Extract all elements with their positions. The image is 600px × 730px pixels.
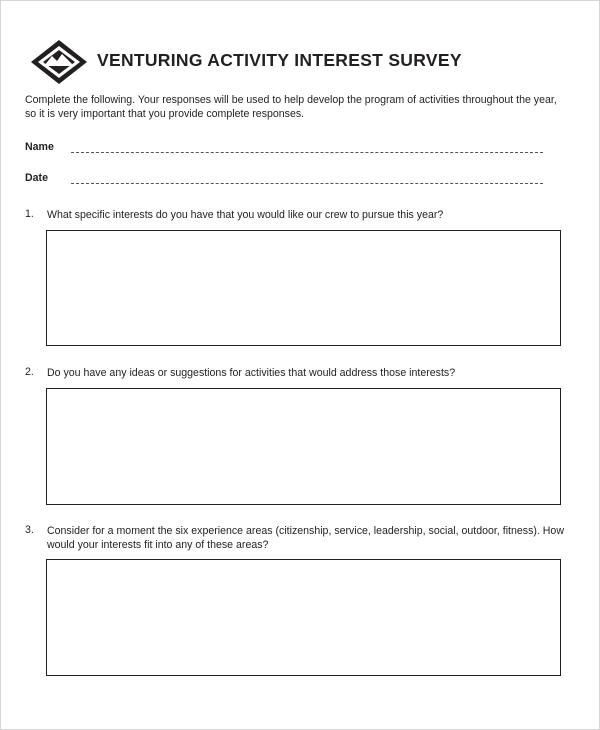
question-3-answer-box[interactable] bbox=[46, 559, 561, 676]
question-2-text: Do you have any ideas or suggestions for activities that would address those interests? bbox=[47, 367, 456, 379]
date-input-line[interactable] bbox=[71, 183, 543, 184]
question-2-number: 2. bbox=[25, 366, 34, 378]
intro-text: Complete the following. Your responses will be used to help develop the program of activities throughout the year, so it is very important that you provide complete responses. bbox=[25, 94, 557, 120]
question-3-text: Consider for a moment the six experience areas (citizenship, service, leadership, social, outdoor, fitness). How would your interests fit into any of these areas? bbox=[47, 525, 564, 551]
date-field[interactable] bbox=[25, 172, 545, 188]
page-title: VENTURING ACTIVITY INTEREST SURVEY bbox=[97, 50, 462, 70]
name-input-line[interactable] bbox=[71, 152, 543, 153]
name-label: Name bbox=[25, 141, 54, 153]
question-1-text: What specific interests do you have that you would like our crew to pursue this year? bbox=[47, 209, 444, 221]
name-field[interactable] bbox=[25, 141, 545, 157]
question-1-number: 1. bbox=[25, 208, 34, 220]
question-2-answer-box[interactable] bbox=[46, 388, 561, 505]
date-label: Date bbox=[25, 172, 48, 184]
question-3-number: 3. bbox=[25, 524, 34, 536]
question-1-answer-box[interactable] bbox=[46, 230, 561, 346]
venturing-diamond-logo-icon bbox=[30, 39, 88, 85]
